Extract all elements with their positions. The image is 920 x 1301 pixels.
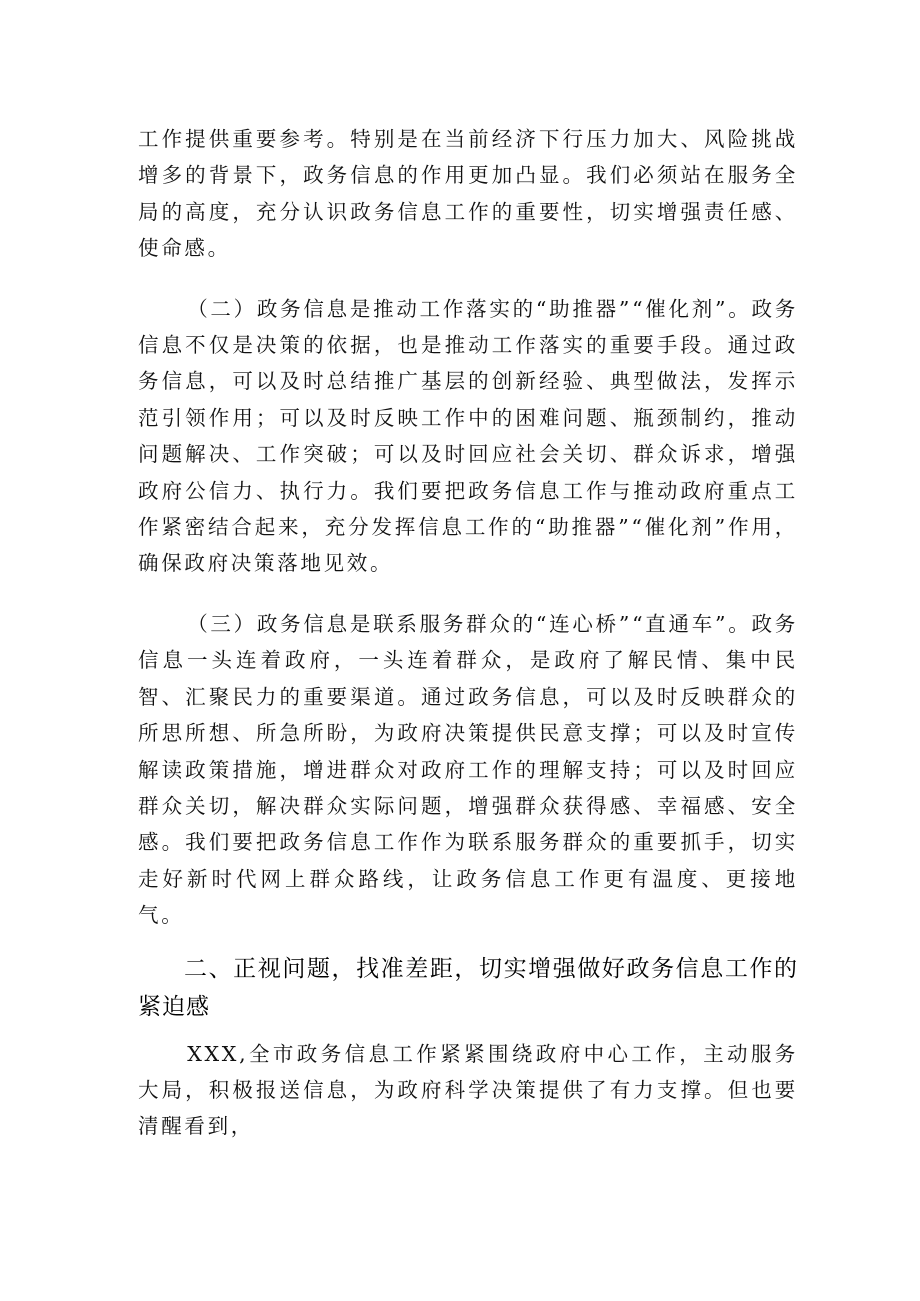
- document-body: [138, 121, 798, 1145]
- paragraph-section-three: （三）政务信息是联系服务群众的“连心桥”“直通车”。政务信息一头连着政府，一头连着群众，是政府了解民情、集中民智、汇聚民力的重要渠道。通过政务信息，可以及时反映群众的所思所想、所急所盼，为政府决策提供民意支撑；可以及时宣传解读政策措施，增进群众对政府工作的理解支持；可以及时回应群众关切，解决群众实际问题，增强群众获得感、幸福感、安全感。我们要把政务信息工作作为联系服务群众的重要抓手，切实走好新时代网上群众路线，让政务信息工作更有温度、更接地气。: [138, 611, 798, 928]
- paragraph-section-two: （二）政务信息是推动工作落实的“助推器”“催化剂”。政务信息不仅是决策的依据，也是推动工作落实的重要手段。通过政务信息，可以及时总结推广基层的创新经验、典型做法，发挥示范引领作用；可以及时反映工作中的困难问题、瓶颈制约，推动问题解决、工作突破；可以及时回应社会关切、群众诉求，增强政府公信力、执行力。我们要把政务信息工作与推动政府重点工作紧密结合起来，充分发挥信息工作的“助推器”“催化剂”作用，确保政府决策落地见效。: [138, 296, 798, 576]
- paragraph-continuation: 工作提供重要参考。特别是在当前经济下行压力加大、风险挑战增多的背景下，政务信息的作用更加凸显。我们必须站在服务全局的高度，充分认识政务信息工作的重要性，切实增强责任感、使命感。: [138, 127, 798, 261]
- paragraph-overview: XXX,全市政务信息工作紧紧围绕政府中心工作，主动服务大局，积极报送信息，为政府科学决策提供了有力支撑。但也要清醒看到，: [138, 1041, 798, 1139]
- section-heading: 二、正视问题，找准差距，切实增强做好政务信息工作的紧迫感: [138, 955, 798, 1020]
